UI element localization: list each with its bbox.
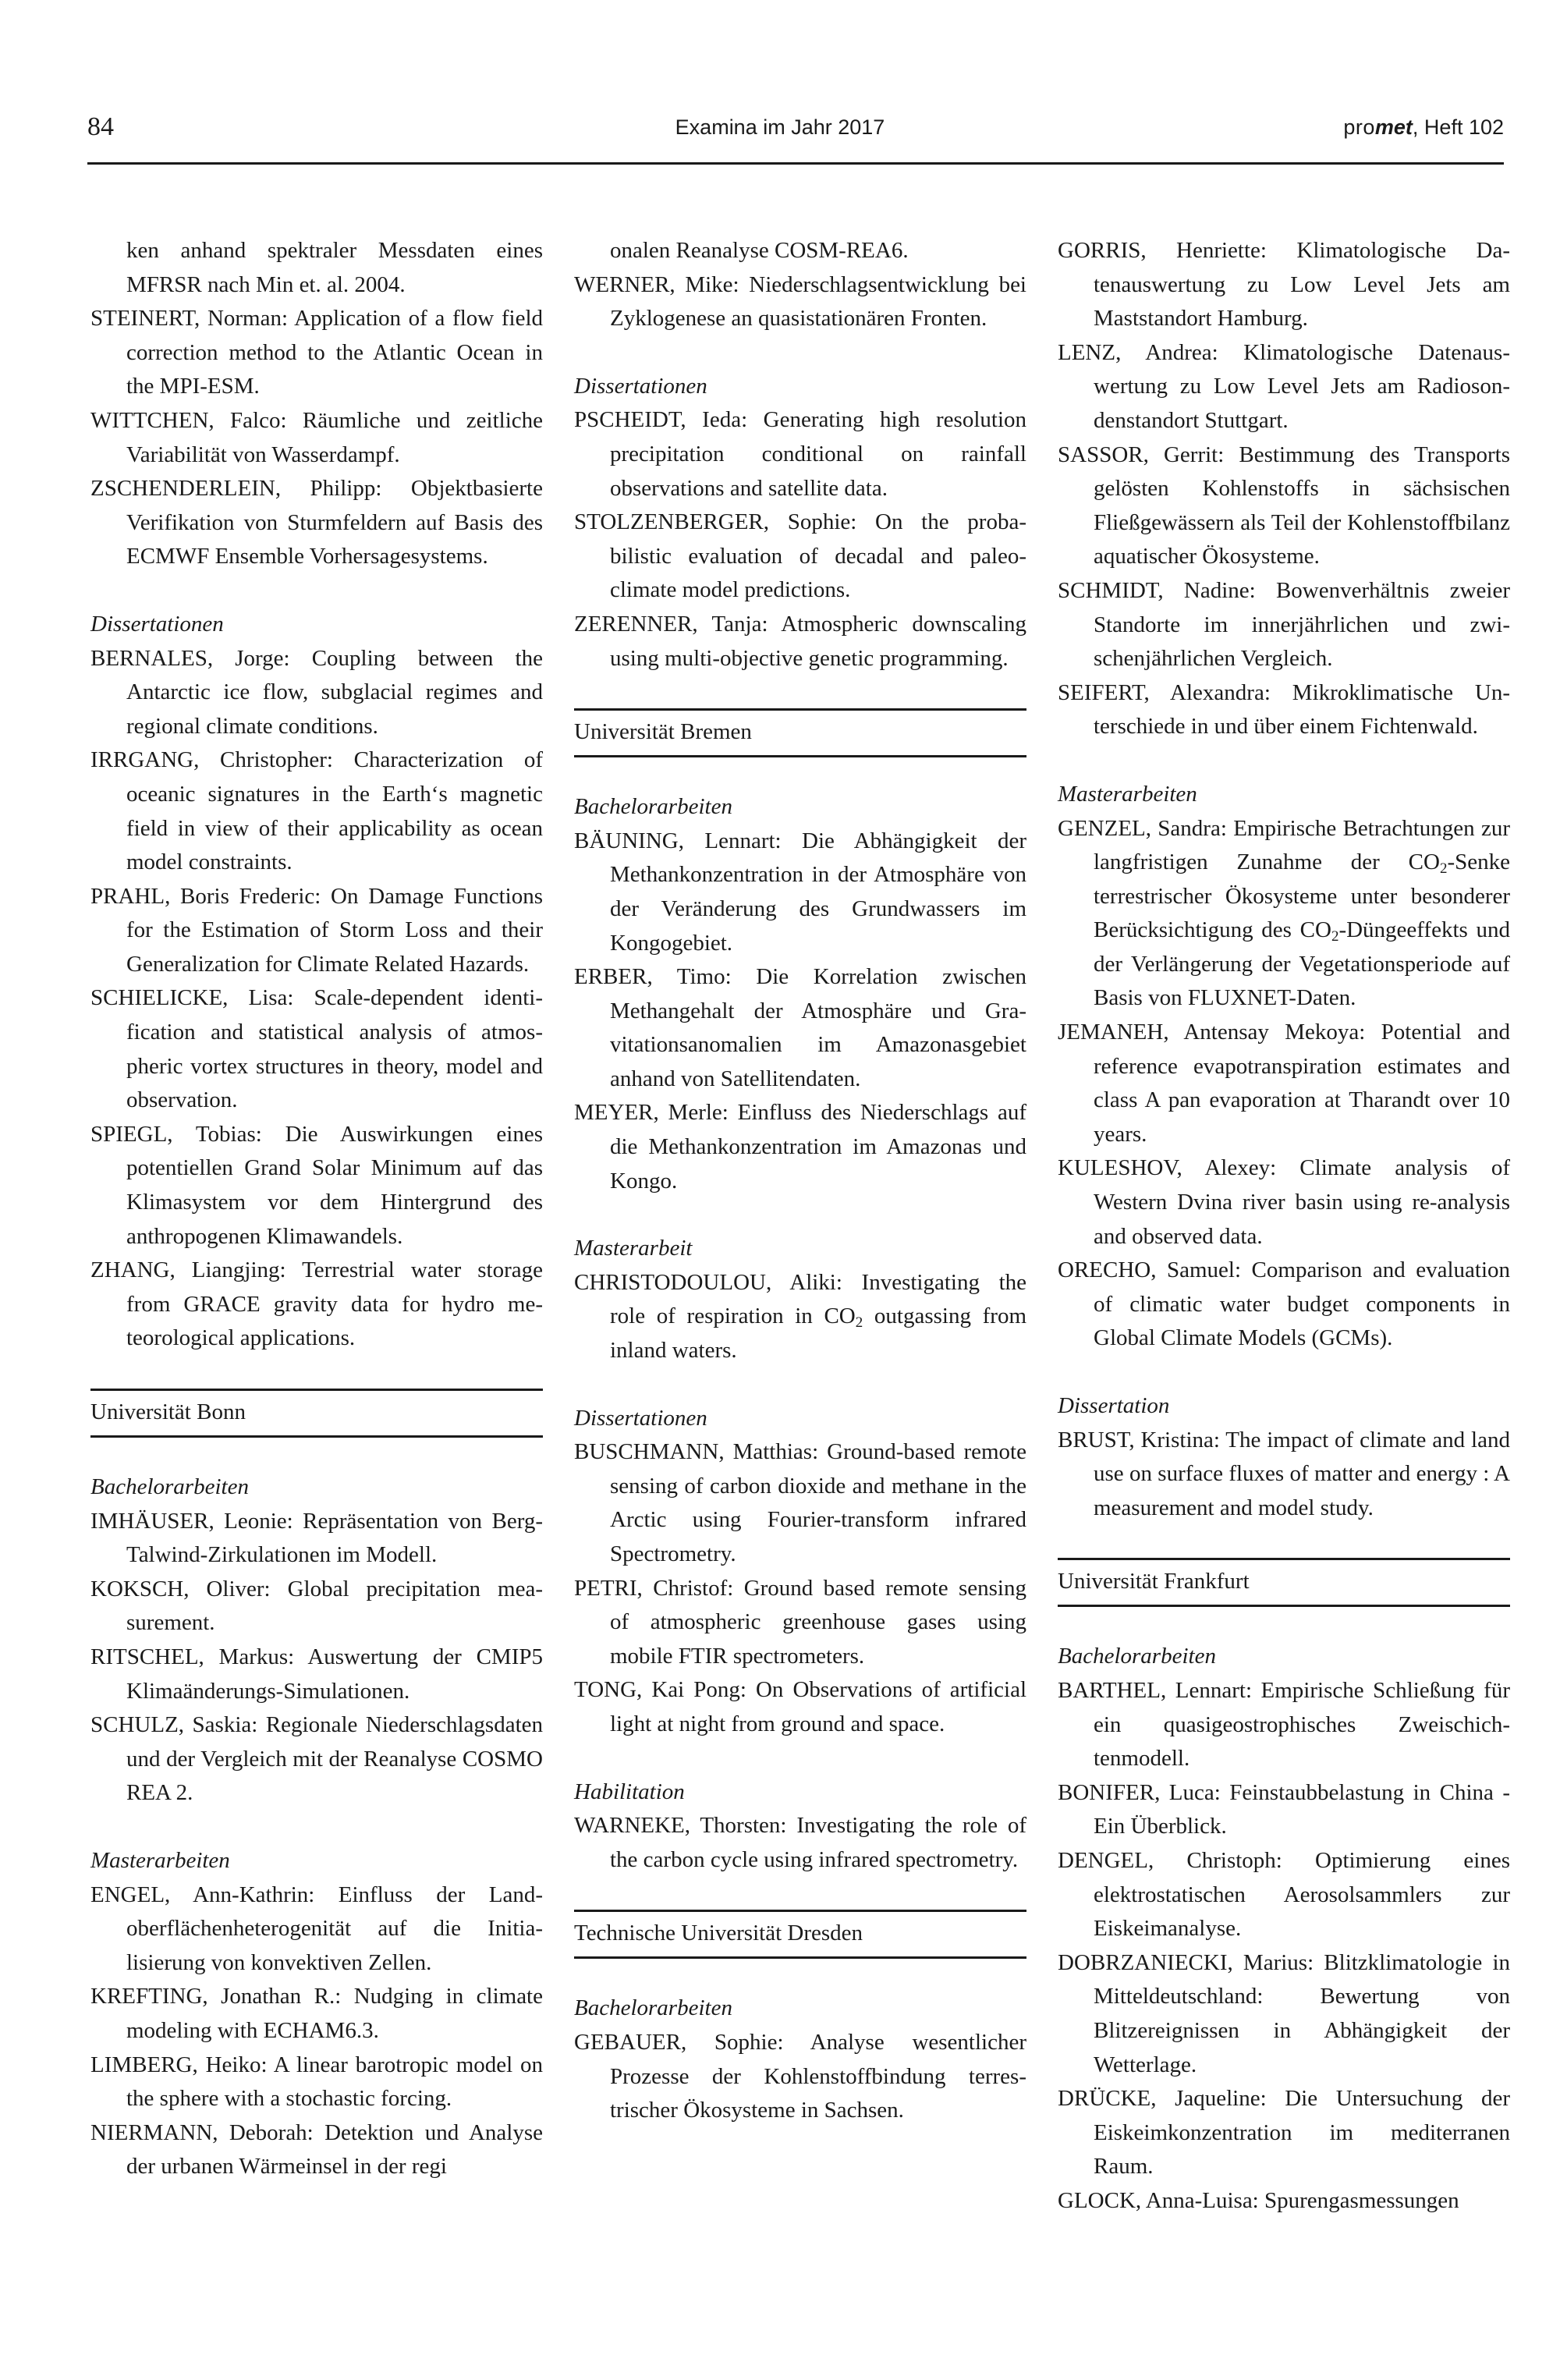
entry-text: DOBRZANIECKI, Marius: Blitzklimatologie in Mitteldeutschland: Bewertung von Blitzereignissen in Abhängigkeit der Wetterlage. — [1058, 1949, 1510, 2077]
entry-text: KOKSCH, Oliver: Global precipitation measurement. — [90, 1576, 543, 1636]
entry-text: SCHIELICKE, Lisa: Scale-dependent identification and statistical analysis of atmospheric vortex structures in theory, model and observation. — [90, 985, 543, 1113]
entry-text: SPIEGL, Tobias: Die Auswirkungen eines potentiellen Grand Solar Minimum auf das Klimasystem vor dem Hintergrund des anthropogenen Klimawandels. — [90, 1121, 543, 1249]
entry-text: WITTCHEN, Falco: Räumliche und zeitliche Variabilität von Wasserdampf. — [90, 407, 543, 467]
header-rule — [87, 162, 1504, 165]
degree-category — [574, 1992, 1026, 2026]
thesis-entry — [1058, 2184, 1510, 2219]
thesis-entry — [1058, 1254, 1510, 1356]
entry-text: GENZEL, Sandra: Empirische Betrachtungen zur langfristigen Zunahme der CO — [1058, 815, 1510, 875]
column-3 — [1058, 234, 1510, 2218]
entry-text: DENGEL, Christoph: Optimierung eines elektrostatischen Aerosolsammlers zur Eiskeimanalyse. — [1058, 1847, 1510, 1942]
entry-text: ken anhand spektraler Messdaten eines MFRSR nach Min et. al. 2004. — [126, 238, 543, 297]
entry-text: CHRISTODOULOU, Aliki: Investigating the role of respiration in CO — [574, 1269, 1026, 1329]
entry-text: KREFTING, Jonathan R.: Nudging in climate modeling with ECHAM6.3. — [90, 1984, 543, 2043]
entry-text: BUSCHMANN, Matthias: Ground-based remote sensing of carbon dioxide and methane in the Arctic using Fourier-transform infrared Spectrometry. — [574, 1439, 1026, 1566]
thesis-entry — [1058, 1424, 1510, 1526]
entry-text: MEYER, Merle: Einfluss des Niederschlags auf die Methankonzentration im Amazonas und Kongo. — [574, 1100, 1026, 1194]
entry-text: PSCHEIDT, Ieda: Generating high resolution precipitation conditional on rainfall observations and satellite data. — [574, 407, 1026, 501]
entry-text: BRUST, Kristina: The impact of climate and land use on surface fluxes of matter and energy : A measurement and model study. — [1058, 1427, 1510, 1520]
entry-text: Dissertationen — [574, 373, 707, 399]
entry-text: ENGEL, Ann-Kathrin: Einfluss der Landoberflächenheterogenität auf die Initialisierung von konvektiven Zellen. — [90, 1882, 543, 1975]
issue-number: , Heft 102 — [1412, 115, 1504, 139]
entry-text: Technische Universität Dresden — [574, 1921, 863, 1946]
entry-text: NIERMANN, Deborah: Detektion und Analyse der urbanen Wärmeinsel in der regi — [90, 2119, 543, 2180]
entry-text: GLOCK, Anna-Luisa: Spurengasmessungen — [1058, 2187, 1459, 2213]
entry-text: JEMANEH, Antensay Mekoya: Potential and reference evapotranspiration estimates and class A pan evaporation at Tharandt over 10 years. — [1058, 1020, 1510, 1147]
entry-text: WERNER, Mike: Niederschlagsentwicklung bei Zyklogenese an quasistationären Fronten. — [574, 271, 1026, 332]
thesis-entry — [90, 1640, 543, 1708]
entry-text: RITSCHEL, Markus: Auswertung der CMIP5 Klimaänderungs-Simulationen. — [90, 1644, 543, 1704]
thesis-entry — [1058, 1151, 1510, 1254]
subscript: 2 — [1331, 928, 1339, 945]
degree-category — [574, 1402, 1026, 1436]
thesis-entry — [574, 608, 1026, 676]
university-heading — [574, 1910, 1026, 1959]
entry-text: STEINERT, Norman: Application of a flow field correction method to the Atlantic Ocean in the MPI-ESM. — [90, 306, 543, 399]
entry-text: DRÜCKE, Jaqueline: Die Untersuchung der Eiskeimkonzentration im mediterranen Raum. — [1058, 2086, 1510, 2180]
entry-text: BONIFER, Luca: Feinstaubbelastung in China - Ein Überblick. — [1058, 1779, 1510, 1839]
thesis-entry — [574, 1096, 1026, 1198]
thesis-entry — [574, 403, 1026, 505]
thesis-entry — [90, 1505, 543, 1573]
entry-text: Bachelorarbeiten — [90, 1474, 249, 1499]
thesis-entry — [90, 1118, 543, 1254]
thesis-entry — [90, 743, 543, 879]
thesis-entry — [90, 472, 543, 574]
thesis-entry — [90, 1708, 543, 1811]
entry-text: TONG, Kai Pong: On Observations of artificial light at night from ground and space. — [574, 1677, 1026, 1736]
thesis-entry — [90, 1878, 543, 1981]
entry-text: STOLZENBERGER, Sophie: On the probabilistic evaluation of decadal and paleoclimate model predictions. — [574, 509, 1026, 603]
degree-category — [1058, 778, 1510, 812]
thesis-entry — [90, 234, 543, 302]
entry-text: BÄUNING, Lennart: Die Abhängigkeit der Methankonzentration in der Atmosphäre von der Veränderung des Grundwassers im Kongogebiet. — [574, 828, 1026, 956]
entry-text: LIMBERG, Heiko: A linear barotropic model on the sphere with a stochastic forcing. — [90, 2052, 543, 2112]
entry-text: Dissertationen — [574, 1405, 707, 1431]
entry-text: ERBER, Timo: Die Korrelation zwischen Methangehalt der Atmosphäre und Gravitationsanomalien im Amazonasgebiet anhand von Satellitendaten. — [574, 964, 1026, 1091]
entry-text: ZHANG, Liangjing: Terrestrial water storage from GRACE gravity data for hydro meteorological applications. — [90, 1257, 543, 1351]
entry-text: PETRI, Christof: Ground based remote sensing of atmospheric greenhouse gases using mobile FTIR spectrometers. — [574, 1575, 1026, 1669]
entry-text: PRAHL, Boris Frederic: On Damage Functions for the Estimation of Storm Loss and their Generalization for Climate Related Hazards. — [90, 883, 543, 977]
thesis-entry — [1058, 1016, 1510, 1151]
entry-text: WARNEKE, Thorsten: Investigating the role of the carbon cycle using infrared spectrometry. — [574, 1813, 1026, 1872]
degree-category — [574, 370, 1026, 404]
thesis-entry — [90, 1573, 543, 1640]
entry-text: ORECHO, Samuel: Comparison and evaluation of climatic water budget components in Global Climate Models (GCMs). — [1058, 1257, 1510, 1351]
entry-text: BARTHEL, Lennart: Empirische Schließung für ein quasigeostrophisches Zweischichtenmodell. — [1058, 1677, 1510, 1772]
degree-category — [90, 1844, 543, 1878]
thesis-entry — [90, 880, 543, 982]
entry-text: GEBAUER, Sophie: Analyse wesentlicher Prozesse der Kohlenstoffbindung terrestrischer Ökosysteme in Sachsen. — [574, 2029, 1026, 2123]
thesis-entry — [1058, 574, 1510, 676]
entry-text: BERNALES, Jorge: Coupling between the Antarctic ice flow, subglacial regimes and regional climate conditions. — [90, 645, 543, 739]
entry-text: SEIFERT, Alexandra: Mikroklimatische Unterschiede in und über einem Fichtenwald. — [1058, 679, 1510, 740]
thesis-entry — [574, 1809, 1026, 1877]
entry-text: Masterarbeit — [574, 1236, 693, 1261]
degree-category — [90, 608, 543, 642]
entry-text: SCHMIDT, Nadine: Bowenverhältnis zweier Standorte im innerjährlichen und zwischenjährlichen Vergleich. — [1058, 577, 1510, 672]
entry-text: KULESHOV, Alexey: Climate analysis of Western Dvina river basin using re-analysis and observed data. — [1058, 1155, 1510, 1249]
thesis-entry — [574, 1673, 1026, 1741]
entry-text: Habilitation — [574, 1779, 685, 1804]
thesis-entry — [574, 1435, 1026, 1571]
running-title: Examina im Jahr 2017 — [675, 115, 885, 139]
entry-text: ZERENNER, Tanja: Atmospheric downscaling using multi-objective genetic programming. — [574, 611, 1026, 671]
entry-text: onalen Reanalyse COSM-REA6. — [610, 238, 909, 263]
subscript: 2 — [1439, 860, 1448, 878]
thesis-entry — [574, 960, 1026, 1096]
thesis-entry — [574, 505, 1026, 608]
thesis-entry — [574, 2026, 1026, 2128]
thesis-entry — [1058, 336, 1510, 438]
entry-text: outgassing from inland waters. — [610, 1304, 1026, 1364]
thesis-entry — [90, 2048, 543, 2116]
entry-text: SCHULZ, Saskia: Regionale Niederschlagsdaten und der Vergleich mit der Reanalyse COSMO REA 2. — [90, 1712, 543, 1806]
university-heading — [90, 1389, 543, 1438]
thesis-entry — [90, 1980, 543, 2048]
thesis-entry — [90, 981, 543, 1117]
journal-issue — [1343, 115, 1504, 140]
degree-category — [1058, 1389, 1510, 1424]
column-1 — [90, 234, 543, 2184]
university-heading — [1058, 1558, 1510, 1607]
entry-text: IMHÄUSER, Leonie: Repräsentation von Berg-Talwind-Zirkulationen im Modell. — [90, 1508, 543, 1568]
thesis-entry — [1058, 1674, 1510, 1776]
entry-text: SASSOR, Gerrit: Bestimmung des Transports gelösten Kohlenstoffs in sächsischen Fließgewässern als Teil der Kohlenstoffbilanz aquatischer Ökosysteme. — [1058, 442, 1510, 569]
page-number: 84 — [87, 112, 114, 141]
degree-category — [90, 1470, 543, 1505]
thesis-entry — [90, 1254, 543, 1356]
entry-text: Dissertationen — [90, 611, 224, 637]
thesis-entry — [574, 268, 1026, 336]
degree-category — [574, 790, 1026, 825]
entry-text: -Düngeeffekts und der Verlängerung der Vegetationsperiode auf Basis von FLUXNET-Daten. — [1094, 917, 1510, 1011]
degree-category — [574, 1775, 1026, 1810]
entry-text: LENZ, Andrea: Klimatologische Datenauswertung zu Low Level Jets am Radiosondenstandort Stuttgart. — [1058, 339, 1510, 433]
entry-text: IRRGANG, Christopher: Characterization of oceanic signatures in the Earth‘s magnetic field in view of their applicability as ocean model constraints. — [90, 747, 543, 875]
thesis-entry — [1058, 812, 1510, 1016]
entry-text: GORRIS, Henriette: Klimatologische Datenauswertung zu Low Level Jets am Maststandort Hamburg. — [1058, 238, 1510, 332]
journal-name-met: met — [1374, 115, 1413, 139]
thesis-entry — [1058, 1844, 1510, 1946]
thesis-entry — [1058, 1776, 1510, 1844]
entry-text: Dissertation — [1058, 1393, 1170, 1418]
page-header — [0, 0, 1560, 172]
thesis-entry — [574, 1572, 1026, 1674]
thesis-entry — [90, 2116, 543, 2184]
subscript: 2 — [855, 1314, 863, 1332]
thesis-entry — [1058, 676, 1510, 744]
entry-text: -Senke terrestrischer Ökosysteme unter besonderer Berücksichtigung des CO — [1094, 849, 1510, 943]
thesis-entry — [1058, 438, 1510, 574]
thesis-entry — [574, 1266, 1026, 1368]
thesis-entry — [574, 825, 1026, 960]
entry-text: Bachelorarbeiten — [574, 1995, 732, 2021]
entry-text: Masterarbeiten — [90, 1847, 230, 1873]
column-2 — [574, 234, 1026, 2128]
thesis-entry — [1058, 1946, 1510, 2082]
thesis-entry — [90, 642, 543, 744]
entry-text: Universität Bonn — [90, 1399, 246, 1424]
entry-text: Universität Frankfurt — [1058, 1569, 1250, 1594]
journal-name-pro: pro — [1343, 115, 1375, 139]
entry-text: Universität Bremen — [574, 719, 752, 745]
thesis-entry — [1058, 234, 1510, 336]
university-heading — [574, 708, 1026, 757]
entry-text: Masterarbeiten — [1058, 781, 1197, 807]
entry-text: ZSCHENDERLEIN, Philipp: Objektbasierte Verifikation von Sturmfeldern auf Basis des ECMWF Ensemble Vorhersagesystems. — [90, 476, 543, 569]
entry-text: Bachelorarbeiten — [574, 794, 732, 820]
thesis-entry — [574, 234, 1026, 268]
thesis-entry — [90, 302, 543, 404]
thesis-entry — [90, 404, 543, 472]
degree-category — [1058, 1640, 1510, 1674]
degree-category — [574, 1232, 1026, 1266]
entry-text: Bachelorarbeiten — [1058, 1644, 1216, 1669]
thesis-entry — [1058, 2082, 1510, 2184]
